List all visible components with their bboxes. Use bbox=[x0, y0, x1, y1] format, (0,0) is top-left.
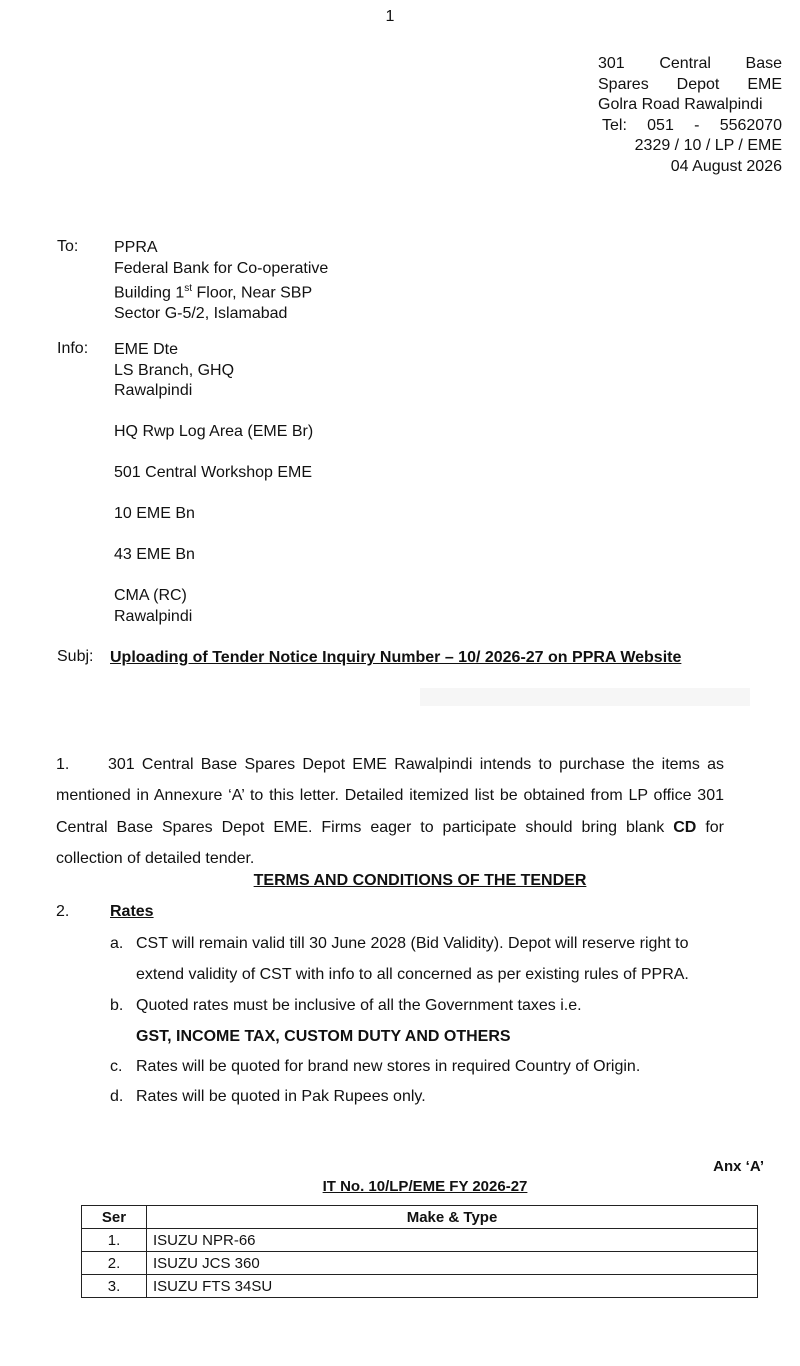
info-line: 501 Central Workshop EME bbox=[114, 464, 313, 481]
sender-word: Base bbox=[745, 55, 782, 72]
reference-number: 2329 / 10 / LP / EME bbox=[634, 137, 782, 155]
para-text: 301 Central Base Spares Depot EME Rawalpindi intends to purchase the items as mentioned in Annexure ‘A’ to this letter. Detailed itemized list be obtained from LP office 301 Central Base Spares Depot EME. Firms eager to participate should bring blank bbox=[56, 756, 724, 836]
sender-line-3: Golra Road Rawalpindi bbox=[598, 96, 763, 114]
to-line: Sector G-5/2, Islamabad bbox=[114, 304, 288, 322]
terms-heading: TERMS AND CONDITIONS OF THE TENDER bbox=[253, 872, 587, 889]
to-line: Building 1st Floor, Near SBP bbox=[114, 283, 313, 302]
paragraph-1 bbox=[56, 749, 724, 874]
cell-make-type: ISUZU FTS 34SU bbox=[147, 1275, 758, 1298]
info-line: Rawalpindi bbox=[114, 382, 193, 399]
sender-word: Spares bbox=[598, 75, 649, 93]
to-label: To: bbox=[57, 238, 79, 255]
info-line: 43 EME Bn bbox=[114, 546, 195, 563]
page-number: 1 bbox=[385, 8, 395, 25]
table-row bbox=[82, 1275, 758, 1298]
list-item bbox=[110, 1081, 790, 1112]
sender-line-2 bbox=[598, 75, 782, 96]
to-line: PPRA bbox=[114, 239, 158, 256]
sender-line-4 bbox=[598, 116, 782, 137]
table-row bbox=[82, 1252, 758, 1275]
annex-label: Anx ‘A’ bbox=[713, 1158, 764, 1175]
scan-smudge bbox=[420, 688, 750, 706]
list-item bbox=[110, 1051, 790, 1082]
table-row bbox=[82, 1229, 758, 1252]
info-group-1 bbox=[114, 340, 234, 402]
to-address bbox=[114, 238, 328, 324]
info-line: 10 EME Bn bbox=[114, 505, 195, 522]
info-label: Info: bbox=[57, 340, 89, 357]
sender-word: 301 bbox=[598, 55, 625, 72]
sender-word: Tel: bbox=[602, 116, 627, 134]
item-marker: b. bbox=[110, 997, 124, 1014]
annex-title: IT No. 10/LP/EME FY 2026-27 bbox=[322, 1178, 528, 1195]
sender-word: Depot bbox=[676, 75, 720, 93]
para-number: 1. bbox=[56, 756, 70, 773]
item-marker: a. bbox=[110, 935, 124, 952]
cell-ser: 2. bbox=[82, 1252, 147, 1275]
sender-word: 5562070 bbox=[719, 116, 782, 134]
subject-text: Uploading of Tender Notice Inquiry Number – 10/ 2026-27 on PPRA Website bbox=[110, 649, 682, 666]
info-line: EME Dte bbox=[114, 341, 179, 358]
cell-ser: 1. bbox=[82, 1229, 147, 1252]
sender-line-1 bbox=[598, 54, 782, 75]
list-item bbox=[110, 990, 790, 1052]
sender-word: 051 bbox=[647, 116, 674, 134]
sender-word: - bbox=[694, 116, 700, 134]
info-line: HQ Rwp Log Area (EME Br) bbox=[114, 423, 314, 440]
column-header-make-type: Make & Type bbox=[147, 1206, 758, 1229]
para-2-number: 2. bbox=[56, 903, 70, 920]
cell-make-type: ISUZU JCS 360 bbox=[147, 1252, 758, 1275]
item-marker: c. bbox=[110, 1058, 123, 1075]
sender-word: EME bbox=[747, 75, 782, 93]
para-bold: CD bbox=[673, 818, 697, 836]
info-line: LS Branch, GHQ bbox=[114, 361, 235, 379]
sender-word: Central bbox=[659, 55, 711, 72]
rates-heading: Rates bbox=[110, 903, 154, 920]
item-text: Rates will be quoted for brand new stores in required Country of Origin. bbox=[136, 1058, 641, 1075]
item-text: Rates will be quoted in Pak Rupees only. bbox=[136, 1088, 426, 1105]
subject-label: Subj: bbox=[57, 648, 94, 665]
cell-ser: 3. bbox=[82, 1275, 147, 1298]
items-table bbox=[81, 1205, 758, 1298]
info-group-6 bbox=[114, 586, 192, 627]
list-item bbox=[110, 928, 790, 990]
para-text: for collection of detailed tender. bbox=[56, 818, 724, 867]
item-text: extend validity of CST with info to all concerned as per existing rules of PPRA. bbox=[136, 966, 689, 983]
info-line: Rawalpindi bbox=[114, 607, 193, 625]
cell-make-type: ISUZU NPR-66 bbox=[147, 1229, 758, 1252]
item-bold-text: GST, INCOME TAX, CUSTOM DUTY AND OTHERS bbox=[136, 1028, 511, 1045]
column-header-ser: Ser bbox=[82, 1206, 147, 1229]
to-line: Federal Bank for Co-operative bbox=[114, 259, 329, 277]
letter-date: 04 August 2026 bbox=[670, 157, 782, 175]
table-header-row bbox=[82, 1206, 758, 1229]
item-text: Quoted rates must be inclusive of all the Government taxes i.e. bbox=[136, 997, 582, 1014]
item-text: CST will remain valid till 30 June 2028 (Bid Validity). Depot will reserve right to bbox=[136, 935, 689, 952]
item-marker: d. bbox=[110, 1088, 124, 1105]
info-line: CMA (RC) bbox=[114, 587, 187, 604]
sender-address bbox=[598, 54, 782, 178]
